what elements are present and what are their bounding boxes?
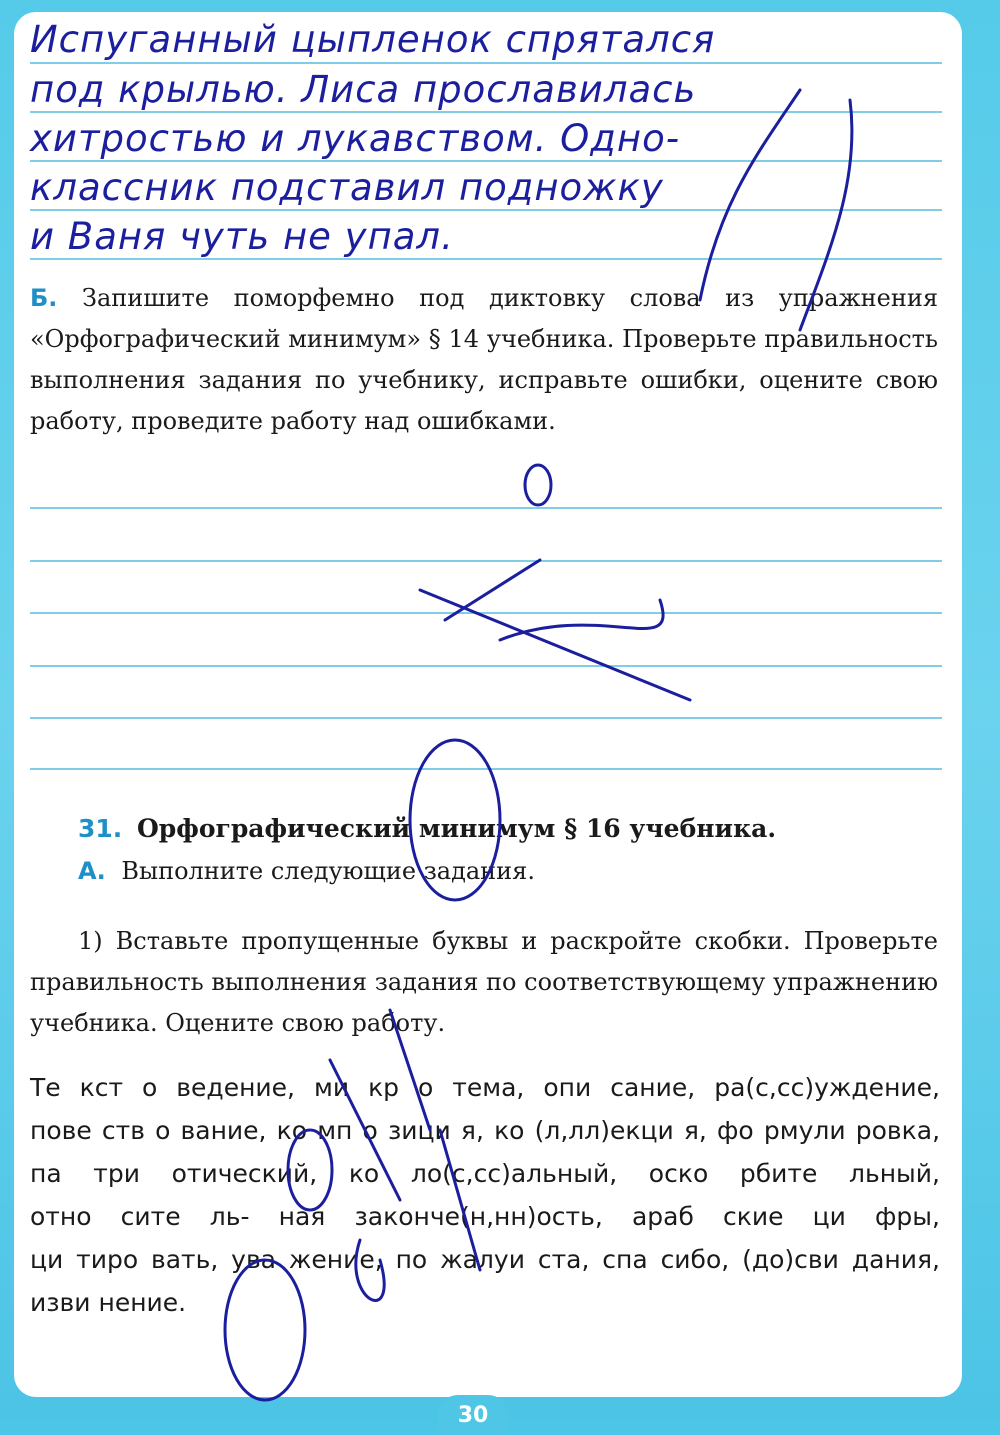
pen-circle <box>410 740 500 900</box>
handwritten-line-4: классник подставил подножку <box>30 166 664 209</box>
word-item: ра(с,сс)уждение, <box>714 1073 940 1102</box>
word-item: опи сание, <box>543 1073 696 1102</box>
pen-stroke <box>420 590 690 700</box>
word-item: па три отический, <box>30 1159 318 1188</box>
word-item: ува жение, <box>231 1245 383 1274</box>
handwritten-line-3: хитростью и лукавством. Одно- <box>30 117 681 160</box>
pen-circle <box>225 1260 305 1400</box>
word-item: ми кр о тема, <box>313 1073 525 1102</box>
pen-stroke <box>700 90 800 300</box>
pen-stroke <box>800 100 852 330</box>
word-item: ко мп о зици я, <box>276 1116 484 1145</box>
pen-stroke <box>330 1060 400 1200</box>
task-a-text: Выполните следующие задания. <box>121 857 535 885</box>
page-number-tab: 30 <box>438 1395 508 1435</box>
pen-circle <box>288 1130 332 1210</box>
word-item: спа сибо, <box>602 1245 730 1274</box>
word-item: (до)сви дания, <box>742 1245 940 1274</box>
task-a-label: А. <box>78 857 106 885</box>
handwritten-line-5: и Ваня чуть не упал. <box>30 215 454 258</box>
handwritten-line-1: Испуганный цыпленок спрятался <box>30 18 716 61</box>
exercise-number: 31. <box>78 814 123 843</box>
section-b-label: Б. <box>30 284 58 312</box>
word-item: по жалуи ста, <box>395 1245 590 1274</box>
exercise-title: Орфографический минимум § 16 учебника. <box>137 814 777 843</box>
instruction-paragraph: 1) Вставьте пропущенные буквы и раскройте скобки. Проверьте правильность выполнения задания по соответствующему упражнению учебника. Оцените свою работу. <box>30 927 938 1037</box>
word-item: отно сите ль- <box>30 1202 250 1231</box>
word-item: оско рбите льный, <box>648 1159 940 1188</box>
pen-stroke <box>356 1240 384 1300</box>
word-item: изви нение. <box>30 1288 187 1317</box>
pen-stroke <box>390 1010 430 1130</box>
handwritten-line-2: под крылью. Лиса прославилась <box>30 68 697 111</box>
word-item: ная законче(н,нн)ость, <box>278 1202 603 1231</box>
word-item: фо рмули ровка, <box>717 1116 941 1145</box>
word-item: ко (л,лл)екци я, <box>494 1116 707 1145</box>
pen-stroke <box>445 560 540 620</box>
section-b-text: Запишите поморфемно под диктовку слова из упражнения «Орфографический минимум» § 14 учебника. Проверьте правильность выполнения задания по учебнику, исправьте ошибки, оцените свою работу, проведите работу над ошибками. <box>30 284 938 435</box>
pen-stroke <box>440 1130 480 1270</box>
pen-circle <box>525 465 551 505</box>
word-item: пове ств о вание, <box>30 1116 267 1145</box>
word-item: ци тиро вать, <box>30 1245 219 1274</box>
word-item: араб ские ци фры, <box>631 1202 940 1231</box>
word-item: Те кст о ведение, <box>30 1073 295 1102</box>
word-item: ко ло(с,сс)альный, <box>348 1159 618 1188</box>
